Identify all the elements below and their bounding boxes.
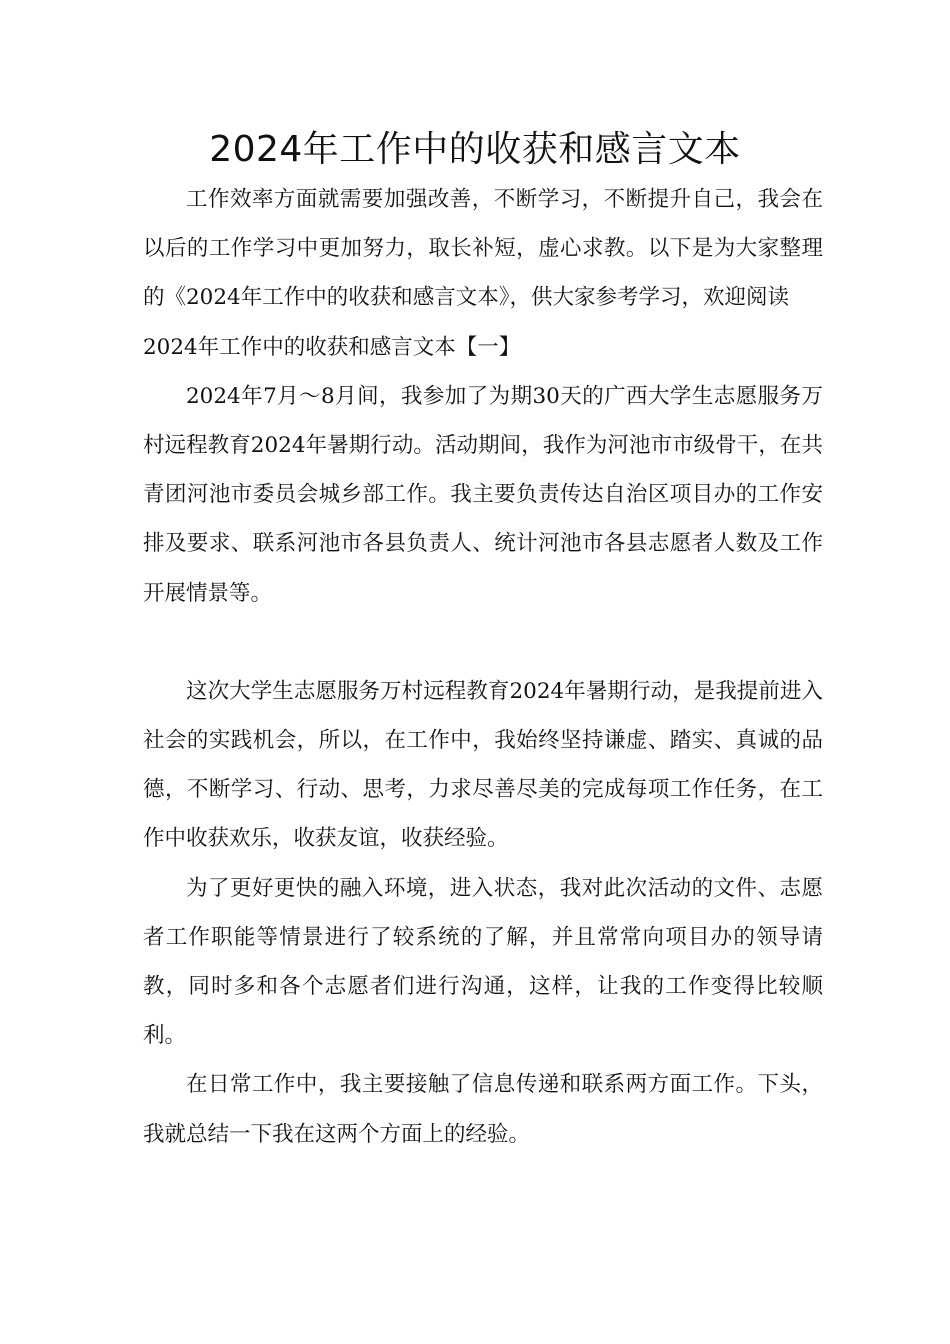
body-paragraph-4: 在日常工作中，我主要接触了信息传递和联系两方面工作。下头，我就总结一下我在这两个方面上的经验。 [143,1072,823,1147]
section-heading: 2024年工作中的收获和感言文本【一】 [143,334,521,360]
document-body [143,175,823,1159]
body-paragraph-3: 为了更好更快的融入环境，进入状态，我对此次活动的文件、志愿者工作职能等情景进行了较系统的了解，并且常常向项目办的领导请教，同时多和各个志愿者们进行沟通，这样，让我的工作变得比较顺利。 [143,875,823,1049]
paragraph-spacer [143,618,823,667]
document-title: 2024年工作中的收获和感言文本 [209,129,741,170]
body-paragraph-1: 2024年7月～8月间，我参加了为期30天的广西大学生志愿服务万村远程教育2024年暑期行动。活动期间，我作为河池市市级骨干，在共青团河池市委员会城乡部工作。我主要负责传达自治区项目办的工作安排及要求、联系河池市各县负责人、统计河池市各县志愿者人数及工作开展情景等。 [143,383,823,606]
body-paragraph-2: 这次大学生志愿服务万村远程教育2024年暑期行动，是我提前进入社会的实践机会，所以，在工作中，我始终坚持谦虚、踏实、真诚的品德，不断学习、行动、思考，力求尽善尽美的完成每项工作任务，在工作中收获欢乐，收获友谊，收获经验。 [143,678,823,852]
intro-paragraph: 工作效率方面就需要加强改善，不断学习，不断提升自己，我会在以后的工作学习中更加努力，取长补短，虚心求教。以下是为大家整理的《2024年工作中的收获和感言文本》，供大家参考学习，欢迎阅读 [143,187,823,311]
